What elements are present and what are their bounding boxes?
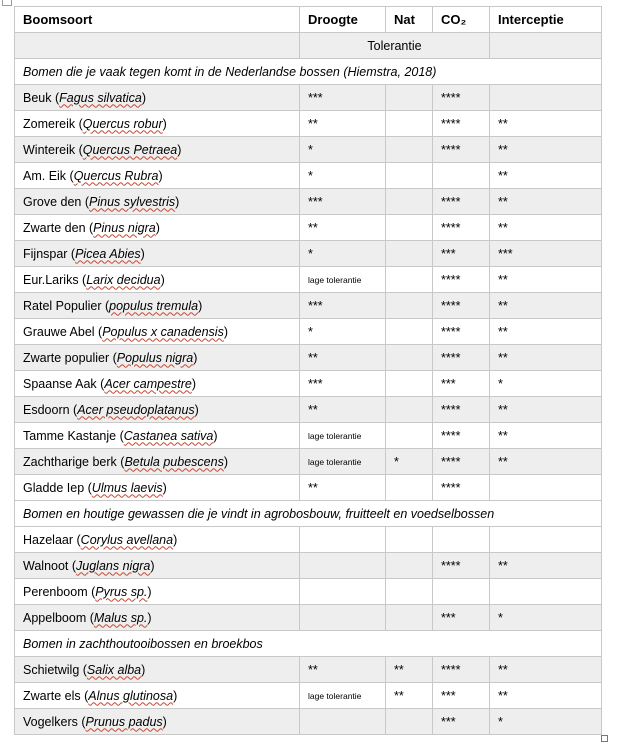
co2-cell xyxy=(433,579,490,605)
co2-cell: **** xyxy=(433,293,490,319)
scientific-name: Malus sp. xyxy=(93,610,148,625)
co2-cell xyxy=(433,163,490,189)
table-row xyxy=(15,475,602,501)
closing-paren: ) xyxy=(193,350,198,365)
common-name: Zwarte els ( xyxy=(23,688,89,703)
droogte-cell: *** xyxy=(300,293,386,319)
common-name: Am. Eik ( xyxy=(23,168,74,183)
species-cell xyxy=(15,189,300,215)
species-cell xyxy=(15,423,300,449)
nat-cell xyxy=(386,163,433,189)
interceptie-cell: ** xyxy=(490,293,602,319)
closing-paren: ) xyxy=(194,402,199,417)
nat-cell xyxy=(386,527,433,553)
common-name: Zomereik ( xyxy=(23,116,83,131)
droogte-cell: *** xyxy=(300,189,386,215)
table-row xyxy=(15,553,602,579)
droogte-cell: ** xyxy=(300,215,386,241)
co2-cell: **** xyxy=(433,85,490,111)
species-cell xyxy=(15,683,300,709)
species-cell xyxy=(15,293,300,319)
tolerance-empty-cell xyxy=(490,33,602,59)
scientific-name: Alnus glutinosa xyxy=(88,688,174,703)
nat-cell xyxy=(386,319,433,345)
interceptie-cell: ** xyxy=(490,397,602,423)
nat-cell xyxy=(386,371,433,397)
droogte-cell: ** xyxy=(300,657,386,683)
interceptie-cell: ** xyxy=(490,111,602,137)
table-row xyxy=(15,319,602,345)
interceptie-cell: * xyxy=(490,709,602,735)
droogte-cell xyxy=(300,553,386,579)
scientific-name: Betula pubescens xyxy=(124,454,224,469)
header-co2: CO₂ xyxy=(433,7,490,33)
common-name: Vogelkers ( xyxy=(23,714,86,729)
co2-cell: **** xyxy=(433,449,490,475)
closing-paren: ) xyxy=(198,298,203,313)
species-cell xyxy=(15,579,300,605)
closing-paren: ) xyxy=(141,90,146,105)
closing-paren: ) xyxy=(173,532,178,547)
nat-cell xyxy=(386,137,433,163)
closing-paren: ) xyxy=(191,376,197,391)
section-row xyxy=(15,59,602,85)
scientific-name: Ulmus laevis xyxy=(91,480,163,495)
closing-paren: ) xyxy=(162,116,167,131)
table-row xyxy=(15,449,602,475)
closing-paren: ) xyxy=(223,324,228,339)
droogte-cell xyxy=(300,579,386,605)
scientific-name: Fagus silvatica xyxy=(59,90,142,105)
scientific-name: Castanea sativa xyxy=(123,428,214,443)
interceptie-cell: ** xyxy=(490,267,602,293)
table-row xyxy=(15,293,602,319)
closing-paren: ) xyxy=(160,272,165,287)
nat-cell xyxy=(386,215,433,241)
table-row xyxy=(15,215,602,241)
nat-cell xyxy=(386,579,433,605)
nat-cell xyxy=(386,605,433,631)
droogte-cell: * xyxy=(300,163,386,189)
table-row xyxy=(15,657,602,683)
interceptie-cell: ** xyxy=(490,163,602,189)
header-boomsoort: Boomsoort xyxy=(15,7,300,33)
scientific-name: Acer pseudoplatanus xyxy=(77,402,195,417)
species-cell xyxy=(15,371,300,397)
common-name: Zachtharige berk ( xyxy=(23,454,125,469)
section-heading: Bomen en houtige gewassen die je vindt in agrobosbouw, fruitteelt en voedselbossen xyxy=(15,501,602,527)
table-row xyxy=(15,111,602,137)
common-name: Zwarte den ( xyxy=(23,220,94,235)
section-row xyxy=(15,631,602,657)
nat-cell xyxy=(386,709,433,735)
common-name: Schietwilg ( xyxy=(23,662,87,677)
species-cell xyxy=(15,709,300,735)
closing-paren: ) xyxy=(177,142,182,157)
co2-cell: **** xyxy=(433,657,490,683)
species-cell xyxy=(15,397,300,423)
interceptie-cell: ** xyxy=(490,449,602,475)
droogte-cell: ** xyxy=(300,475,386,501)
co2-cell: **** xyxy=(433,111,490,137)
co2-cell: *** xyxy=(433,241,490,267)
species-cell xyxy=(15,319,300,345)
species-cell xyxy=(15,163,300,189)
table-row xyxy=(15,267,602,293)
interceptie-cell xyxy=(490,475,602,501)
closing-paren: ) xyxy=(223,454,228,469)
nat-cell xyxy=(386,397,433,423)
section-row xyxy=(15,501,602,527)
common-name: Hazelaar ( xyxy=(23,532,81,547)
interceptie-cell xyxy=(490,579,602,605)
scientific-name: Larix decidua xyxy=(86,272,161,287)
scientific-name: Salix alba xyxy=(86,662,142,677)
nat-cell xyxy=(386,345,433,371)
tolerance-empty-cell xyxy=(15,33,300,59)
closing-paren: ) xyxy=(162,714,167,729)
common-name: Spaanse Aak ( xyxy=(23,376,105,391)
interceptie-cell: ** xyxy=(490,423,602,449)
move-handle-icon[interactable] xyxy=(2,0,12,6)
table-row xyxy=(15,163,602,189)
scientific-name: Quercus Petraea xyxy=(82,142,178,157)
co2-cell: *** xyxy=(433,371,490,397)
droogte-cell: ** xyxy=(300,111,386,137)
scientific-name: Quercus Rubra xyxy=(73,168,159,183)
species-cell xyxy=(15,527,300,553)
droogte-cell: lage tolerantie xyxy=(300,423,386,449)
closing-paren: ) xyxy=(147,584,152,599)
scientific-name: populus tremula xyxy=(109,298,199,313)
droogte-cell: lage tolerantie xyxy=(300,449,386,475)
interceptie-cell: ** xyxy=(490,683,602,709)
table-row xyxy=(15,371,602,397)
table-row xyxy=(15,345,602,371)
closing-paren: ) xyxy=(150,558,155,573)
species-cell xyxy=(15,449,300,475)
tolerance-label: Tolerantie xyxy=(300,33,490,59)
table-row xyxy=(15,85,602,111)
closing-paren: ) xyxy=(213,428,218,443)
common-name: Eur.Lariks ( xyxy=(23,272,87,287)
co2-cell: **** xyxy=(433,553,490,579)
scientific-name: Quercus robur xyxy=(82,116,163,131)
co2-cell: *** xyxy=(433,709,490,735)
interceptie-cell: *** xyxy=(490,241,602,267)
tree-tolerance-table xyxy=(14,6,602,735)
interceptie-cell xyxy=(490,527,602,553)
co2-cell: **** xyxy=(433,267,490,293)
nat-cell: ** xyxy=(386,657,433,683)
scientific-name: Corylus avellana xyxy=(80,532,174,547)
interceptie-cell: ** xyxy=(490,553,602,579)
droogte-cell xyxy=(300,709,386,735)
table-row xyxy=(15,137,602,163)
table-row xyxy=(15,605,602,631)
header-nat: Nat xyxy=(386,7,433,33)
common-name: Tamme Kastanje ( xyxy=(23,428,124,443)
co2-cell: *** xyxy=(433,605,490,631)
co2-cell: *** xyxy=(433,683,490,709)
nat-cell: * xyxy=(386,449,433,475)
nat-cell xyxy=(386,423,433,449)
header-row xyxy=(15,7,602,33)
scientific-name: Populus nigra xyxy=(116,350,194,365)
scientific-name: Pinus nigra xyxy=(93,220,156,235)
droogte-cell xyxy=(300,527,386,553)
closing-paren: ) xyxy=(175,194,180,209)
interceptie-cell: ** xyxy=(490,319,602,345)
table-row xyxy=(15,189,602,215)
common-name: Beuk ( xyxy=(23,90,60,105)
tolerance-row xyxy=(15,33,602,59)
nat-cell: ** xyxy=(386,683,433,709)
species-cell xyxy=(15,215,300,241)
table-row xyxy=(15,709,602,735)
table-row xyxy=(15,527,602,553)
scientific-name: Pyrus sp. xyxy=(95,584,148,599)
droogte-cell: * xyxy=(300,241,386,267)
nat-cell xyxy=(386,241,433,267)
common-name: Walnoot ( xyxy=(23,558,77,573)
droogte-cell xyxy=(300,605,386,631)
table-row xyxy=(15,579,602,605)
closing-paren: ) xyxy=(140,246,145,261)
scientific-name: Juglans nigra xyxy=(76,558,151,573)
table-row xyxy=(15,397,602,423)
closing-paren: ) xyxy=(162,480,167,495)
common-name: Esdoorn ( xyxy=(23,402,78,417)
species-cell xyxy=(15,267,300,293)
droogte-cell: lage tolerantie xyxy=(300,267,386,293)
species-cell xyxy=(15,345,300,371)
table-row xyxy=(15,683,602,709)
interceptie-cell: ** xyxy=(490,657,602,683)
co2-cell xyxy=(433,527,490,553)
co2-cell: **** xyxy=(433,397,490,423)
co2-cell: **** xyxy=(433,423,490,449)
common-name: Perenboom ( xyxy=(23,584,96,599)
co2-cell: **** xyxy=(433,345,490,371)
common-name: Zwarte populier ( xyxy=(23,350,117,365)
species-cell xyxy=(15,657,300,683)
nat-cell xyxy=(386,111,433,137)
common-name: Gladde Iep ( xyxy=(23,480,92,495)
section-heading: Bomen die je vaak tegen komt in de Nederlandse bossen (Hiemstra, 2018) xyxy=(15,59,602,85)
species-cell xyxy=(15,85,300,111)
co2-cell: **** xyxy=(433,319,490,345)
droogte-cell: lage tolerantie xyxy=(300,683,386,709)
common-name: Grauwe Abel ( xyxy=(23,324,103,339)
closing-paren: ) xyxy=(173,688,178,703)
common-name: Wintereik ( xyxy=(23,142,83,157)
nat-cell xyxy=(386,85,433,111)
co2-cell: **** xyxy=(433,475,490,501)
interceptie-cell: ** xyxy=(490,189,602,215)
co2-cell: **** xyxy=(433,137,490,163)
species-cell xyxy=(15,553,300,579)
droogte-cell: ** xyxy=(300,345,386,371)
droogte-cell: * xyxy=(300,319,386,345)
scientific-name: Populus x canadensis xyxy=(102,324,224,339)
header-interceptie: Interceptie xyxy=(490,7,602,33)
droogte-cell: *** xyxy=(300,371,386,397)
species-cell xyxy=(15,241,300,267)
interceptie-cell: ** xyxy=(490,345,602,371)
common-name: Fijnspar ( xyxy=(23,246,76,261)
species-cell xyxy=(15,475,300,501)
resize-handle-icon[interactable] xyxy=(601,735,608,742)
closing-paren: ) xyxy=(141,662,146,677)
interceptie-cell: * xyxy=(490,605,602,631)
species-cell xyxy=(15,137,300,163)
nat-cell xyxy=(386,267,433,293)
interceptie-cell xyxy=(490,85,602,111)
nat-cell xyxy=(386,553,433,579)
nat-cell xyxy=(386,189,433,215)
common-name: Appelboom ( xyxy=(23,610,94,625)
co2-cell: **** xyxy=(433,215,490,241)
interceptie-cell: * xyxy=(490,371,602,397)
interceptie-cell: ** xyxy=(490,215,602,241)
nat-cell xyxy=(386,293,433,319)
nat-cell xyxy=(386,475,433,501)
table-row xyxy=(15,241,602,267)
species-cell xyxy=(15,605,300,631)
header-droogte: Droogte xyxy=(300,7,386,33)
scientific-name: Picea Abies xyxy=(75,246,141,261)
common-name: Grove den ( xyxy=(23,194,90,209)
scientific-name: Acer campestre xyxy=(104,376,192,391)
closing-paren: ) xyxy=(155,220,160,235)
droogte-cell: * xyxy=(300,137,386,163)
species-cell xyxy=(15,111,300,137)
table-row xyxy=(15,423,602,449)
interceptie-cell: ** xyxy=(490,137,602,163)
scientific-name: Prunus padus xyxy=(85,714,163,729)
co2-cell: **** xyxy=(433,189,490,215)
droogte-cell: *** xyxy=(300,85,386,111)
section-heading: Bomen in zachthoutooibossen en broekbos xyxy=(15,631,602,657)
common-name: Ratel Populier ( xyxy=(23,298,110,313)
scientific-name: Pinus sylvestris xyxy=(89,194,176,209)
closing-paren: ) xyxy=(158,168,163,183)
closing-paren: ) xyxy=(147,610,152,625)
droogte-cell: ** xyxy=(300,397,386,423)
